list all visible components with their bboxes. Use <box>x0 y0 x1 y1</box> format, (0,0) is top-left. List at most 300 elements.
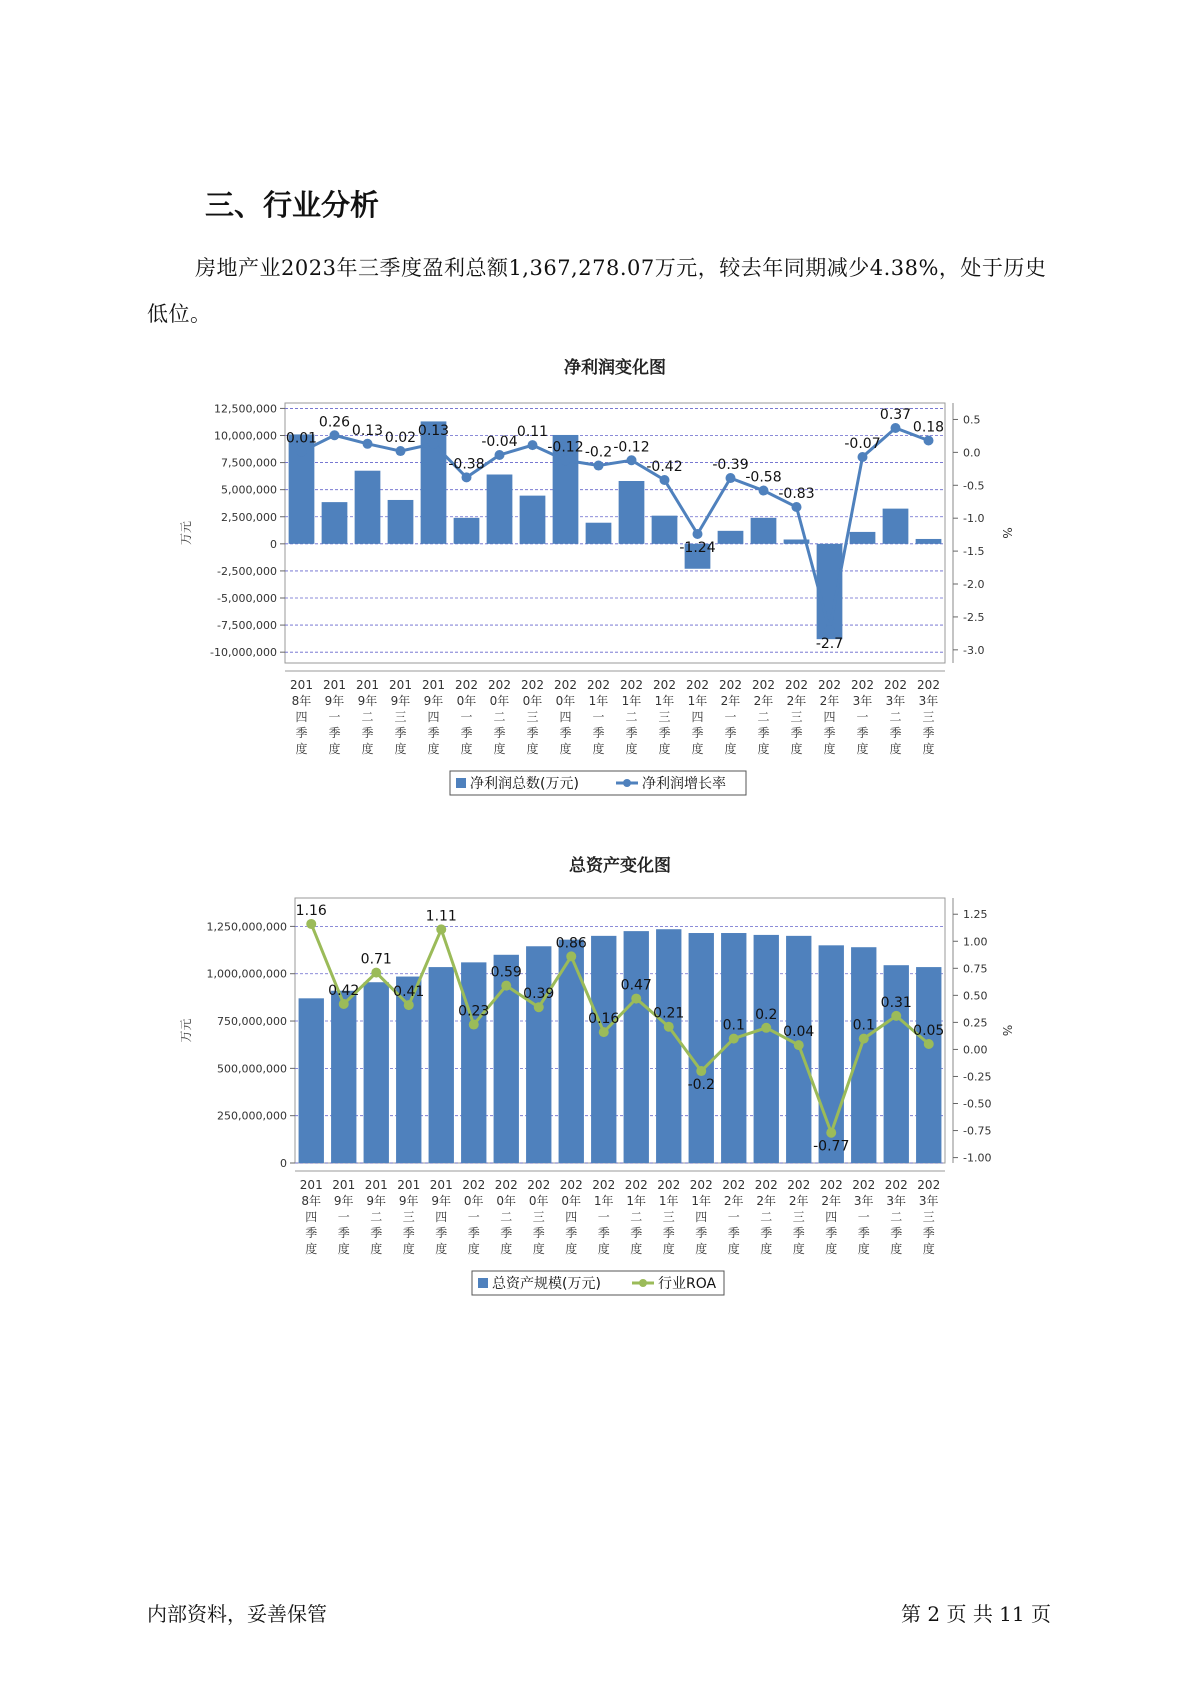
x-tick-label: 四 <box>565 1210 578 1224</box>
data-label: -0.12 <box>547 439 584 456</box>
x-tick-label: 0年 <box>555 694 576 708</box>
data-label: 0.71 <box>360 951 392 968</box>
x-tick-label: 一 <box>467 1210 480 1224</box>
y-tick-label: 500,000,000 <box>217 1062 287 1076</box>
x-tick-label: 一 <box>337 1210 350 1224</box>
y2-tick-label: -2.0 <box>963 578 985 592</box>
data-label: 0.01 <box>285 430 318 447</box>
x-tick-label: 季 <box>658 726 671 740</box>
x-tick-label: 202 <box>554 678 577 692</box>
x-tick-label: 度 <box>402 1242 415 1256</box>
x-tick-label: 202 <box>787 1178 811 1192</box>
bar <box>652 516 678 544</box>
x-tick-label: 202 <box>455 678 478 692</box>
line-point <box>371 968 381 978</box>
x-tick-label: 度 <box>597 1242 610 1256</box>
x-tick-label: 季 <box>597 1226 610 1240</box>
line-point <box>297 447 307 457</box>
x-tick-label: 季 <box>757 726 770 740</box>
section-heading: 三、行业分析 <box>205 188 380 222</box>
y2-tick-label: 0.25 <box>963 1016 988 1030</box>
y2-tick-label: 0.75 <box>963 962 988 976</box>
x-tick-label: 季 <box>559 726 572 740</box>
x-tick-label: 202 <box>587 678 610 692</box>
x-tick-label: 季 <box>825 1226 838 1240</box>
data-label: 0.26 <box>318 414 351 431</box>
x-tick-label: 201 <box>356 678 379 692</box>
bar <box>454 518 480 544</box>
x-tick-label: 三 <box>662 1210 675 1224</box>
x-tick-label: 1年 <box>626 1194 647 1208</box>
x-tick-label: 度 <box>630 1242 643 1256</box>
y-tick-label: -2,500,000 <box>217 564 277 578</box>
line-point <box>792 502 802 512</box>
data-label: 0.31 <box>880 994 912 1011</box>
data-label: 0.37 <box>879 407 912 424</box>
x-tick-label: 季 <box>625 726 638 740</box>
line-point <box>396 446 406 456</box>
data-label: -0.39 <box>712 457 749 474</box>
line-point <box>627 455 637 465</box>
x-tick-label: 0年 <box>561 1194 582 1208</box>
x-tick-label: 3年 <box>853 1194 874 1208</box>
line-point <box>825 625 835 635</box>
line-point <box>891 423 901 433</box>
x-tick-label: 三 <box>526 710 539 724</box>
x-tick-label: 度 <box>427 742 440 756</box>
x-tick-label: 201 <box>299 1178 323 1192</box>
x-tick-label: 9年 <box>324 694 345 708</box>
x-tick-label: 度 <box>337 1242 350 1256</box>
x-tick-label: 9年 <box>357 694 378 708</box>
y-tick-label: 750,000,000 <box>217 1015 287 1029</box>
x-tick-label: 一 <box>727 1210 740 1224</box>
x-tick-label: 202 <box>686 678 709 692</box>
x-tick-label: 9年 <box>431 1194 452 1208</box>
x-tick-label: 度 <box>532 1242 545 1256</box>
bar <box>355 471 381 544</box>
x-tick-label: 9年 <box>423 694 444 708</box>
legend-swatch-bar <box>478 1278 488 1288</box>
x-tick-label: 度 <box>559 742 572 756</box>
y2-tick-label: -0.25 <box>963 1070 992 1084</box>
x-tick-label: 201 <box>323 678 346 692</box>
x-tick-label: 度 <box>890 1242 903 1256</box>
y2-axis-title: % <box>1000 1024 1014 1037</box>
x-tick-label: 2年 <box>720 694 741 708</box>
x-tick-label: 一 <box>328 710 341 724</box>
y2-tick-label: 1.25 <box>963 908 988 922</box>
x-tick-label: 二 <box>370 1210 383 1224</box>
line-point <box>594 461 604 471</box>
x-tick-label: 季 <box>402 1226 415 1240</box>
x-tick-label: 度 <box>295 742 308 756</box>
x-tick-label: 季 <box>790 726 803 740</box>
y2-tick-label: -1.5 <box>963 545 985 559</box>
x-tick-label: 度 <box>565 1242 578 1256</box>
line-point <box>794 1040 804 1050</box>
x-tick-label: 度 <box>662 1242 675 1256</box>
bar <box>487 475 513 544</box>
x-tick-label: 季 <box>295 726 308 740</box>
x-tick-label: 2年 <box>753 694 774 708</box>
data-label: -0.83 <box>778 486 815 502</box>
x-tick-label: 季 <box>328 726 341 740</box>
bar <box>388 500 414 544</box>
x-tick-label: 0年 <box>496 1194 517 1208</box>
line-point <box>660 475 670 485</box>
y2-tick-label: 0.0 <box>963 446 981 460</box>
x-tick-label: 9年 <box>333 1194 354 1208</box>
x-tick-label: 季 <box>691 726 704 740</box>
x-tick-label: 度 <box>467 1242 480 1256</box>
x-tick-label: 四 <box>295 710 308 724</box>
x-tick-label: 202 <box>494 1178 518 1192</box>
line-point <box>761 1023 771 1033</box>
x-tick-label: 四 <box>823 710 836 724</box>
bar <box>520 496 546 544</box>
x-tick-label: 3年 <box>852 694 873 708</box>
data-label: -1.24 <box>679 539 716 556</box>
line-point <box>436 924 446 934</box>
x-tick-label: 9年 <box>398 1194 419 1208</box>
y2-tick-label: -0.5 <box>963 479 985 493</box>
line-point <box>495 450 505 460</box>
x-tick-label: 二 <box>890 1210 903 1224</box>
x-tick-label: 2年 <box>756 1194 777 1208</box>
bar <box>429 967 454 1163</box>
legend-swatch-marker <box>639 1279 647 1287</box>
x-tick-label: 四 <box>305 1210 318 1224</box>
data-label: -0.77 <box>813 1138 850 1155</box>
x-tick-label: 度 <box>727 1242 740 1256</box>
x-tick-label: 度 <box>823 742 836 756</box>
y-tick-label: -5,000,000 <box>217 592 277 605</box>
bar <box>883 509 909 544</box>
x-tick-label: 四 <box>691 710 704 724</box>
x-tick-label: 二 <box>760 1210 773 1224</box>
line-point <box>561 455 571 465</box>
x-tick-label: 度 <box>889 742 902 756</box>
bar <box>586 523 612 544</box>
x-tick-label: 季 <box>305 1226 318 1240</box>
x-tick-label: 二 <box>757 710 770 724</box>
data-label: 0.1 <box>722 1017 745 1034</box>
x-tick-label: 2年 <box>723 1194 744 1208</box>
bar <box>718 531 744 544</box>
x-tick-label: 0年 <box>456 694 477 708</box>
bar <box>754 935 779 1163</box>
y-tick-label: 10,000,000 <box>214 429 277 443</box>
x-tick-label: 201 <box>429 1178 453 1192</box>
y-tick-label: -10,000,000 <box>210 646 277 660</box>
x-tick-label: 2年 <box>821 1194 842 1208</box>
x-tick-label: 四 <box>825 1210 838 1224</box>
y-tick-label: 250,000,000 <box>217 1109 287 1123</box>
x-tick-label: 202 <box>917 678 940 692</box>
data-label: 0.59 <box>490 964 522 981</box>
x-tick-label: 202 <box>527 1178 551 1192</box>
x-tick-label: 202 <box>818 678 841 692</box>
x-tick-label: 季 <box>394 726 407 740</box>
x-tick-label: 2年 <box>786 694 807 708</box>
y-tick-label: 1,000,000,000 <box>206 967 287 981</box>
x-tick-label: 季 <box>493 726 506 740</box>
y2-tick-label: 0.00 <box>963 1043 988 1057</box>
x-tick-label: 202 <box>624 1178 648 1192</box>
x-tick-label: 季 <box>724 726 737 740</box>
x-tick-label: 度 <box>856 742 869 756</box>
x-tick-label: 二 <box>500 1210 513 1224</box>
y-tick-label: 0 <box>270 537 277 551</box>
data-label: -0.2 <box>687 1077 715 1094</box>
line-point <box>469 1020 479 1030</box>
x-tick-label: 201 <box>389 678 412 692</box>
x-tick-label: 202 <box>884 678 907 692</box>
x-tick-label: 二 <box>889 710 902 724</box>
line-point <box>429 439 439 449</box>
x-tick-label: 度 <box>695 1242 708 1256</box>
x-tick-label: 一 <box>597 1210 610 1224</box>
x-tick-label: 201 <box>332 1178 356 1192</box>
x-tick-label: 202 <box>884 1178 908 1192</box>
x-tick-label: 202 <box>917 1178 941 1192</box>
legend-label-bar: 总资产规模(万元) <box>492 1276 601 1292</box>
x-tick-label: 季 <box>857 1226 870 1240</box>
y2-axis-title: % <box>1000 527 1014 539</box>
y-tick-label: 0 <box>280 1157 287 1170</box>
x-tick-label: 度 <box>493 742 506 756</box>
total-assets-chart <box>0 853 1191 1313</box>
chart-title: 总资产变化图 <box>569 856 671 876</box>
line-point <box>696 1066 706 1076</box>
legend-swatch-bar <box>456 778 466 788</box>
data-label: -0.58 <box>745 469 782 486</box>
data-label: -0.38 <box>448 456 485 473</box>
bar <box>850 532 876 544</box>
x-tick-label: 201 <box>422 678 445 692</box>
x-tick-label: 202 <box>657 1178 681 1192</box>
x-tick-label: 1年 <box>687 694 708 708</box>
y2-tick-label: 0.50 <box>963 989 988 1003</box>
y2-tick-label: -1.0 <box>963 512 985 526</box>
bar <box>916 967 941 1163</box>
x-tick-label: 四 <box>695 1210 708 1224</box>
y2-tick-label: -0.75 <box>963 1124 992 1138</box>
line-point <box>534 1002 544 1012</box>
x-tick-label: 季 <box>565 1226 578 1240</box>
x-tick-label: 四 <box>559 710 572 724</box>
x-tick-label: 季 <box>695 1226 708 1240</box>
x-tick-label: 四 <box>435 1210 448 1224</box>
x-tick-label: 202 <box>689 1178 713 1192</box>
bar <box>619 481 645 544</box>
x-tick-label: 1年 <box>593 1194 614 1208</box>
line-point <box>858 452 868 462</box>
x-tick-label: 三 <box>394 710 407 724</box>
line-point <box>693 529 703 539</box>
x-tick-label: 三 <box>790 710 803 724</box>
data-label: 0.86 <box>555 935 587 952</box>
x-tick-label: 9年 <box>366 1194 387 1208</box>
y2-tick-label: 1.00 <box>963 935 988 949</box>
line-point <box>859 1034 869 1044</box>
x-tick-label: 3年 <box>918 694 939 708</box>
x-tick-label: 202 <box>592 1178 616 1192</box>
x-tick-label: 1年 <box>588 694 609 708</box>
legend-swatch-marker <box>623 779 631 787</box>
x-tick-label: 1年 <box>658 1194 679 1208</box>
x-tick-label: 二 <box>625 710 638 724</box>
line-point <box>664 1022 674 1032</box>
x-tick-label: 季 <box>460 726 473 740</box>
x-tick-label: 季 <box>361 726 374 740</box>
bar <box>656 929 681 1163</box>
x-tick-label: 3年 <box>886 1194 907 1208</box>
bar <box>526 946 551 1163</box>
x-tick-label: 202 <box>462 1178 486 1192</box>
y-tick-label: 2,500,000 <box>221 510 277 524</box>
line-point <box>631 994 641 1004</box>
line-point <box>462 472 472 482</box>
x-tick-label: 二 <box>361 710 374 724</box>
x-tick-label: 季 <box>467 1226 480 1240</box>
line-point <box>566 951 576 961</box>
x-tick-label: 201 <box>364 1178 388 1192</box>
x-tick-label: 202 <box>785 678 808 692</box>
x-tick-label: 四 <box>427 710 440 724</box>
y-tick-label: 1,250,000,000 <box>206 920 287 934</box>
x-tick-label: 季 <box>856 726 869 740</box>
x-tick-label: 季 <box>435 1226 448 1240</box>
x-tick-label: 202 <box>852 1178 876 1192</box>
x-tick-label: 202 <box>752 678 775 692</box>
x-tick-label: 一 <box>592 710 605 724</box>
x-tick-label: 季 <box>662 1226 675 1240</box>
x-tick-label: 202 <box>620 678 643 692</box>
x-tick-label: 三 <box>402 1210 415 1224</box>
x-tick-label: 度 <box>460 742 473 756</box>
x-tick-label: 度 <box>825 1242 838 1256</box>
data-label: 1.11 <box>425 908 457 925</box>
x-tick-label: 季 <box>792 1226 805 1240</box>
line-point <box>924 436 934 446</box>
x-tick-label: 度 <box>328 742 341 756</box>
line-point <box>726 473 736 483</box>
line-point <box>330 430 340 440</box>
data-label: -0.42 <box>646 459 683 476</box>
x-tick-label: 度 <box>305 1242 318 1256</box>
x-tick-label: 度 <box>922 1242 935 1256</box>
x-tick-label: 度 <box>790 742 803 756</box>
x-tick-label: 度 <box>724 742 737 756</box>
line-point <box>528 440 538 450</box>
x-tick-label: 度 <box>394 742 407 756</box>
x-tick-label: 3年 <box>918 1194 939 1208</box>
bar <box>624 931 649 1163</box>
data-label: 0.13 <box>351 422 384 439</box>
footer-page-number: 第 2 页 共 11 页 <box>901 1602 1051 1626</box>
x-tick-label: 202 <box>819 1178 843 1192</box>
data-label: 0.13 <box>417 422 450 439</box>
data-label: 0.05 <box>913 1023 945 1040</box>
bar <box>364 982 389 1163</box>
line-point <box>759 486 769 496</box>
x-tick-label: 0年 <box>463 1194 484 1208</box>
data-label: -0.04 <box>481 434 518 450</box>
x-tick-label: 季 <box>760 1226 773 1240</box>
x-tick-label: 0年 <box>489 694 510 708</box>
x-tick-label: 季 <box>889 726 902 740</box>
x-tick-label: 度 <box>370 1242 383 1256</box>
data-label: 0.11 <box>516 424 549 441</box>
x-tick-label: 一 <box>856 710 869 724</box>
x-tick-label: 二 <box>493 710 506 724</box>
data-label: 0.39 <box>523 986 555 1003</box>
data-label: -0.07 <box>844 435 881 452</box>
x-tick-label: 度 <box>500 1242 513 1256</box>
bar <box>689 933 714 1163</box>
net-profit-chart <box>0 355 1191 815</box>
x-tick-label: 季 <box>592 726 605 740</box>
data-label: -0.2 <box>584 444 613 461</box>
y2-tick-label: -2.5 <box>963 610 985 624</box>
bar <box>916 539 942 544</box>
x-tick-label: 2年 <box>788 1194 809 1208</box>
data-label: 0.2 <box>755 1006 778 1023</box>
x-tick-label: 度 <box>592 742 605 756</box>
data-label: 0.41 <box>393 984 425 1001</box>
line-point <box>729 1034 739 1044</box>
line-point <box>363 439 373 449</box>
x-tick-label: 202 <box>754 1178 778 1192</box>
line-point <box>306 919 316 929</box>
x-tick-label: 季 <box>823 726 836 740</box>
bar <box>331 991 356 1163</box>
x-tick-label: 季 <box>427 726 440 740</box>
x-tick-label: 度 <box>757 742 770 756</box>
x-tick-label: 度 <box>691 742 704 756</box>
data-label: 0.47 <box>620 977 652 994</box>
data-label: -2.7 <box>815 636 844 653</box>
y2-tick-label: -0.50 <box>963 1097 992 1111</box>
data-label: 0.23 <box>458 1003 490 1020</box>
x-tick-label: 季 <box>890 1226 903 1240</box>
data-label: 0.21 <box>653 1005 685 1022</box>
x-tick-label: 度 <box>526 742 539 756</box>
line-point <box>891 1011 901 1021</box>
data-label: 1.16 <box>295 902 327 919</box>
x-tick-label: 二 <box>630 1210 643 1224</box>
footer-confidential: 内部资料，妥善保管 <box>147 1602 327 1626</box>
x-tick-label: 202 <box>719 678 742 692</box>
x-tick-label: 0年 <box>528 1194 549 1208</box>
x-tick-label: 季 <box>630 1226 643 1240</box>
x-tick-label: 季 <box>922 726 935 740</box>
data-label: 0.42 <box>328 983 360 999</box>
x-tick-label: 202 <box>851 678 874 692</box>
x-tick-label: 季 <box>500 1226 513 1240</box>
x-tick-label: 度 <box>922 742 935 756</box>
x-tick-label: 1年 <box>621 694 642 708</box>
bar <box>559 940 584 1163</box>
x-tick-label: 度 <box>792 1242 805 1256</box>
legend-label-line: 行业ROA <box>658 1276 717 1292</box>
y-axis-title: 万元 <box>179 520 193 546</box>
bar <box>299 998 324 1163</box>
bar <box>461 962 486 1163</box>
legend-label-bar: 净利润总数(万元) <box>470 776 579 792</box>
